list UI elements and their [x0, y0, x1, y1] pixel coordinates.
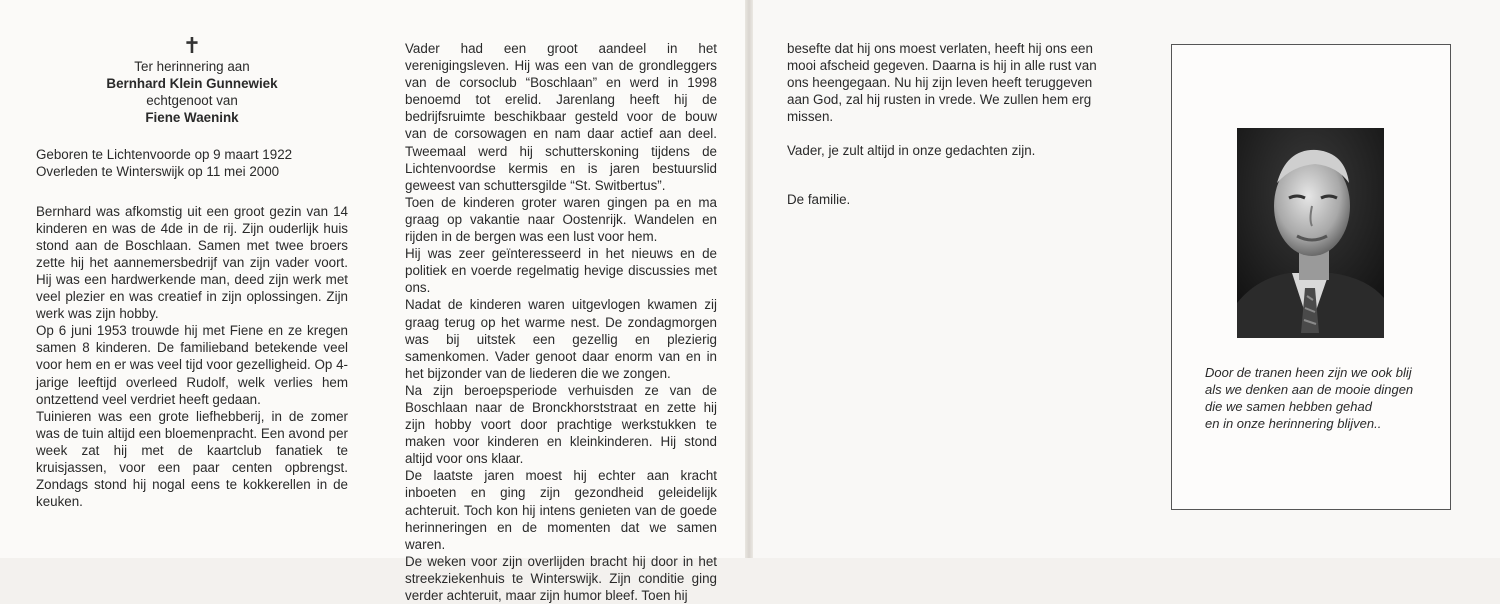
biography-part-1 [36, 203, 348, 511]
poem-line: Door de tranen heen zijn we ook blij [1205, 365, 1412, 380]
bio-paragraph: Na zijn beroepsperiode verhuisden ze van de Boschlaan naar de Bronckhorststraat en zette hij zijn hobby voort door prachtige werkstukken te maken voor kinderen en kleinkinderen. Hij stond altijd voor ons klaar. [405, 382, 717, 467]
bio-paragraph: De laatste jaren moest hij echter aan kracht inboeten en ging zijn gezondheid geleidelijk achteruit. Toch kon hij intens genieten van de goede herinneringen en de momenten dat we samen waren. [405, 468, 717, 552]
bio-paragraph: Op 6 juni 1953 trouwde hij met Fiene en ze kregen samen 8 kinderen. De familieband betekende veel voor hem en er was veel tijd voor gezelligheid. Op 4-jarige leeftijd overleed Rudolf, welk verlies hem ontzettend veel verdriet heeft gedaan. [36, 323, 348, 407]
memorial-poem [1205, 364, 1435, 432]
column-1 [36, 36, 348, 510]
bio-paragraph: Bernhard was afkomstig uit een groot gezin van 14 kinderen en was de 4de in de rij. Zijn ouderlijk huis stond aan de Boschlaan. Samen met twee broers zette hij het aannemersbedrijf van zijn vader voort. Hij was een hardwerkende man, deed zijn werk met veel plezier en was creatief in zijn oplossingen. Zijn werk was zijn hobby. [36, 203, 348, 322]
spouse-label: echtgenoot van [146, 93, 238, 109]
deceased-name: Bernhard Klein Gunnewiek [106, 76, 278, 92]
spouse-name: Fiene Waenink [145, 110, 239, 126]
died-line: Overleden te Winterswijk op 11 mei 2000 [36, 164, 280, 180]
bio-paragraph: Tuinieren was een grote liefhebberij, in de zomer was de tuin altijd een bloemenpracht. Een avond per week zat hij met de kaartclub fanatiek te kruisjassen, voor een paar centen opbrengst. Zondags stond hij nogal eens te kokkerellen in de keuken. [36, 408, 348, 510]
card-fold [745, 0, 753, 558]
biography-part-2 [405, 40, 717, 604]
poem-line: als we denken aan de mooie dingen [1205, 382, 1414, 398]
bio-paragraph: Hij was zeer geïnteresseerd in het nieuws en de politiek en voerde regelmatig hevige discussies met ons. [405, 246, 717, 296]
bio-paragraph: De weken voor zijn overlijden bracht hij door in het streekziekenhuis te Winterswijk. Zijn conditie ging verder achteruit, maar zijn humor bleef. Toen hij [405, 553, 717, 603]
life-dates [36, 146, 348, 180]
bio-paragraph: Vader had een groot aandeel in het verenigingsleven. Hij was een van de grondleggers van de corsoclub “Boschlaan” en werd in 1998 benoemd tot erelid. Jarenlang heeft hij de bedrijfsruimte beschikbaar gesteld voor de bouw van de corsowagen en nam daar actief aan deel. Tweemaal werd hij schutterskoning tijdens de Lichtenvoordse kermis en is jaren bestuurslid geweest van schuttersgilde “St. Switbertus”. [405, 41, 717, 193]
poem-line: die we samen hebben gehad [1205, 399, 1372, 415]
intro-text: Ter herinnering aan [134, 59, 250, 74]
poem-line: en in onze herinnering blijven.. [1205, 416, 1382, 432]
cross-icon: ✝ [182, 34, 202, 59]
signature: De familie. [787, 191, 851, 207]
bio-continuation: besefte dat hij ons moest verlaten, heeft hij ons een mooi afscheid gegeven. Daarna is hij in alle rust van ons heengegaan. Nu hij zijn leven heeft teruggeven aan God, zal hij rusten in vrede. We zullen hem erg missen. [787, 41, 1097, 125]
biography-part-3 [787, 40, 1097, 208]
bio-paragraph: Nadat de kinderen waren uitgevlogen kwamen zij graag terug op het warme nest. De zondagmorgen was bij uitstek een gezellig en plezierig samenkomen. Vader genoot daar enorm van en in het bijzonder van de liederen die we zongen. [405, 297, 717, 381]
bio-paragraph: Toen de kinderen groter waren gingen pa en ma graag op vakantie naar Oostenrijk. Wandelen en rijden in de bergen was een lust voor hem. [405, 194, 717, 245]
closing-line: Vader, je zult altijd in onze gedachten zijn. [787, 143, 1036, 159]
born-line: Geboren te Lichtenvoorde op 9 maart 1922 [36, 147, 293, 163]
portrait-photo [1237, 128, 1384, 338]
